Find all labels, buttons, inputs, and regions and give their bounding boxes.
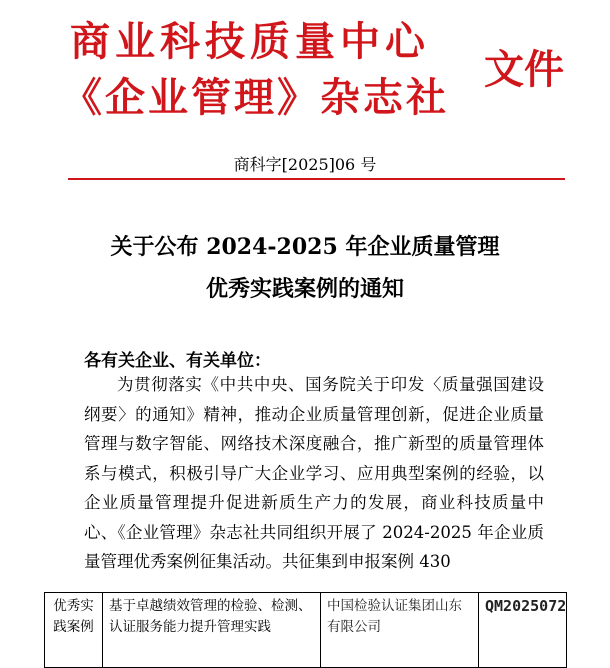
salutation: 各有关企业、有关单位： bbox=[84, 351, 271, 371]
table-row bbox=[45, 593, 567, 668]
document-type-label: 文件 bbox=[484, 46, 564, 93]
case-code-cell: QM2025072 bbox=[479, 593, 567, 668]
case-table bbox=[44, 592, 567, 668]
document-title-line1: 关于公布 2024-2025 年企业质量管理 bbox=[110, 234, 500, 260]
body-paragraph: 为贯彻落实《中共中央、国务院关于印发〈质量强国建设纲要〉的通知》精神，推动企业质量管理创新，促进企业质量管理与数字智能、网络技术深度融合，推广新型的质量管理体系与模式，积极引导广大企业学习、应用典型案例的经验，以企业质量管理提升促进新质生产力的发展，商业科技质量中心、《企业管理》杂志社共同组织开展了 2024-2025 年企业质量管理优秀案例征集活动。共征集到申报案例 430 bbox=[84, 375, 544, 571]
case-unit-cell: 中国检验认证集团山东有限公司 bbox=[321, 593, 479, 668]
issuer-name-line2: 《企业管理》杂志社 bbox=[62, 74, 449, 121]
case-title-cell: 基于卓越绩效管理的检验、检测、认证服务能力提升管理实践 bbox=[103, 593, 321, 668]
document-number: 商科字[2025]06 号 bbox=[233, 155, 377, 174]
header-divider bbox=[68, 178, 565, 180]
document-title-line2: 优秀实践案例的通知 bbox=[205, 276, 404, 302]
case-category-cell: 优秀实践案例 bbox=[45, 593, 103, 668]
issuer-name-line1: 商业科技质量中心 bbox=[70, 18, 430, 65]
